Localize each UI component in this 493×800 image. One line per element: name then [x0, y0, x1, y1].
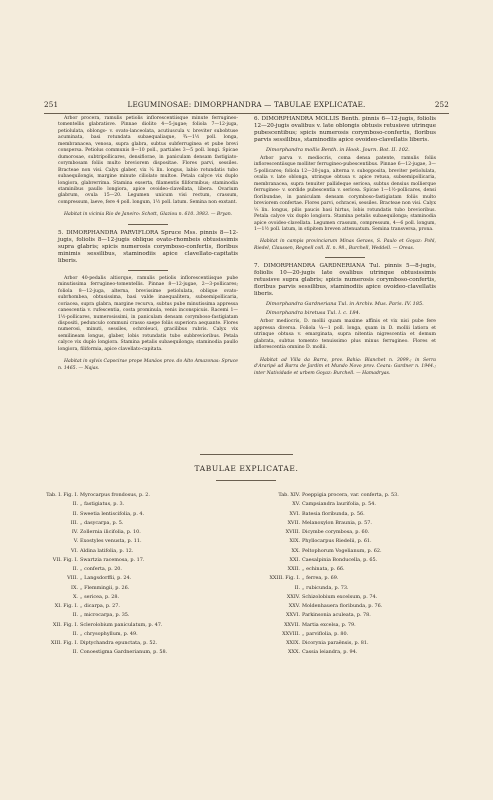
plate-row: II. „ rubicunda, p. 73.	[294, 584, 349, 591]
plate-row: XXIV. Schizolobium excelsum, p. 74.	[286, 593, 378, 600]
page-number-left: 251	[44, 100, 59, 109]
plate-row: XXIX. Dicorynia paraënsis, p. 81.	[286, 640, 369, 646]
habitat-note: Habitat in campis provinciarum Minas Geraes, S. Paulo et Goyaz: Pohl, Riedel, Claussen, Regnell coll. II. n. 98., Burchell, Weddell. — Oreas.	[254, 239, 436, 251]
left-column	[58, 116, 238, 374]
plate-row: IX. „ Flemmingii, p. 26.	[71, 584, 130, 591]
plates-list-left	[44, 491, 167, 658]
running-title: LEGUMINOSAE: DIMORPHANDRA — TABULAE EXPLICATAE.	[127, 100, 366, 109]
habitat-note: Habitat ad Villa da Barra, prov. Bahia: Blanchet n. 3099.; in Serra d'Araripé ad Barra de Jardim et Mundo Novo prov. Ceara: Gardner n. 1944.; inter Natividade et urbem Goyaz: Burchell. — Hamadryas.	[254, 357, 436, 376]
plate-row: XV. Campsiandra laurifolia, p. 54.	[292, 501, 376, 508]
plate-row: X. „ sericea, p. 28.	[72, 593, 120, 600]
species-heading: 5. DIMORPHANDRA PARVIFLORA Spruce Mss. pinnis 8—12-jugis, foliolis 8—12-jugis oblique ovato-rhombeis obtusissimis supra glabris; spicis numerosis corymboso-confertis, floribus minimis sessilibus, staminodiis apice clavellato-capitatis liberis.	[58, 229, 238, 264]
page-number-right: 252	[434, 100, 449, 109]
plate-row: XXVII. Martia excelsa, p. 79.	[284, 621, 356, 628]
species-heading: 7. DIMORPHANDRA GARDNERIANA Tul. pinnis 5—8-jugis, foliolis 10—20-jugis late ovalibus utrinque obtusissimis retusisve supra glabris; spicis numerosis corymboso-confertis, floribus parvis sessilibus, staminodiis apice ovoideo-clavellatis liberis.	[254, 263, 436, 298]
species-description: Arbor parva v. mediocris, coma densa patente, ramulis foliis inflorescentiisque molliter ferrugineo-pubescentibus. Pinnae 6—12-jugae, 3—5-pollicares; foliola 12—20-juga, alterna v. subopposita, breviter petiolulata, ovalia v. late oblonga, utrinque obtusa v. apice retusa, subsemipollicaria, membranacea, supra tenuiter pallideque sericea, subtus densius mollierque ferrugineo- v. sordide pubescentia v. sericea. Spicae 1—1½-pollicares, densi floribundae, in paniculam densam corymboso-fastigiatam foliis multo breviorem confertae. Flores parvi, ochracei, sessiles. Bracteae non visi. Calyx ⅓ lin. longus, pilis paucis basi hirtus, lobis rotundatis tubo brevioribus. Petala calyce vix duplo longiora. Stamina petalis subaequilonga; staminodia apice ovoideo-clavellata. Legumen crassum, compressum, 4—6 poll. longum, 1—1½ poll. latum, in stipitem breven attenuatum. Semina transversa, prona.	[254, 156, 436, 232]
plates-title: TABULAE EXPLICATAE.	[194, 464, 299, 473]
plate-row: Tab. I. Fig. I. Myrocarpus frondosus, p. 2.	[46, 492, 150, 498]
plate-row: XI. Fig. I. „ dicarpa, p. 27.	[54, 603, 120, 609]
synonym: Dimorphandra Gardneriana Tul. in Archiv. Mus. Paris. IV. 185.	[266, 301, 424, 308]
synonym: Dimorphandra biretusa Tul. l. c. 184.	[266, 310, 361, 317]
plates-title-rule	[216, 480, 276, 481]
right-column	[254, 116, 436, 379]
plate-row: XIX. Phyllocarpus Riedelii, p. 61.	[289, 538, 372, 545]
plate-row: II. „ conferta, p. 20.	[72, 566, 122, 572]
plate-row: III. „ dasycarpa, p. 5.	[70, 519, 124, 526]
habitat-note: Habitat in sylvis Capocirae prope Manáos prov. do Alto Amazonas: Spruce n. 1465. — Najas.	[58, 359, 238, 371]
plate-row: VIII. „ Langsdorffii, p. 24.	[67, 575, 132, 582]
plate-row: XVI. Batesia floribunda, p. 56.	[289, 510, 365, 517]
plate-row: VII. Fig. I. Swartzia racemosa, p. 17.	[52, 556, 145, 563]
plate-row: XVII. Melanoxylon Braunia, p. 57.	[287, 519, 372, 526]
habitat-note: Habitat in vicinia Rio de Janeiro: Schott, Glaziou n. 610. 3983. — Bryan.	[64, 212, 233, 218]
plate-row: XXV. Moldenhauera floribunda, p. 76.	[288, 603, 383, 609]
plate-row: II. „ microcarpa, p. 35.	[72, 612, 130, 619]
species-heading: 6. DIMORPHANDRA MOLLIS Benth. pinnis 6—12-jugis, foliolis 12—20-jugis ovalibus v. late oblongis obtusis retusisve utrinque pubescentibus; spicis numerosis corymboso-confertis, floribus parvis sessilibus, staminodiis apice ovoideo-clavellatis liberis.	[254, 116, 436, 143]
section-divider	[325, 257, 365, 258]
plate-row: XII. Fig. I. Sclerolobium paniculatum, p. 47.	[52, 621, 163, 628]
species-description: Arbor procera, ramulis petiolis inflorescentiisque minute ferrugineo-tomentellis glabratisve. Pinnae diolito 4—5-jugae; foliola 7—12-juga, petiolulata, oblongo- v. ovato-lanceolata, acutiuscula v. breviter subobtuse acuminata, basi rotundata subaequaliaque, ¾—1½ poll. longa, membranacea, venosa, supra glabra, subtus subferruginea et pube brevi conspersa. Petiolus communis 8—10 poll., partiales 3—5 poll. longi. Spicae dumorosae, subtripollicares, densiflorae, in paniculam densam fastigiato-corymbosam foliis multo breviorem dispositae. Flores parvi, sessiles. Bracteae non visi. Calyx glaber, vix ¼ lin. longus, labio rotundatis tubo subaequilongis, margine minute ciliolato multoe. Petala calyce vix duplo longiora, glabrerrima. Stamina exserta, filamentis filiformibus; staminodia staminibus paullo longiora, apice ovoideo-clavellata, libera. Ovarium glabrum, ovula 15—20. Legumen unicum visi rectum, crassum, compressum, laeve, fere 4 poll. longum, 1½ poll. latum. Semina non exstant.	[58, 116, 238, 205]
plate-row: VI. Aldina latifolia, p. 12.	[70, 547, 134, 554]
plate-row: XXVIII. „ parviflolia, p. 80.	[282, 630, 349, 637]
plate-row: XIII. Fig. I. Diptychandra epunctata, p. 52.	[50, 640, 158, 646]
plate-row: II. Sweetia lentiscifolia, p. 4.	[72, 510, 145, 517]
plate-row: XX. Peltophorum Vogelianum, p. 62.	[291, 547, 382, 554]
species-description: Arbor mediocris, D. mollii quam maxime affinis et vix nisi pube fere appressa diversa. Foliola ¼—1 poll. longa, quam in D. mollii latiora et utrinque obtusa v. emarginata, supra nitentia nigrescentia et demum glabrata, subtus tomento tenuissimo plus minus ferrugineo. Flores et inflorescentia omnino D. mollii.	[254, 319, 436, 351]
section-divider	[128, 224, 168, 225]
plate-row: XXVI. Parkinsonia aculeata, p. 78.	[286, 612, 371, 619]
header-rule	[44, 113, 449, 114]
plate-row: V. Exostyles venusta, p. 11.	[73, 538, 142, 545]
synonym: Dimorphandra mollis Benth. in Hook. Journ. Bot. II. 102.	[266, 147, 410, 153]
plate-row: XXI. Caesalpinia Bonducella, p. 65.	[289, 556, 378, 563]
section-divider	[128, 270, 168, 271]
plate-row: XXII. „ echinata, p. 66.	[287, 566, 345, 572]
plate-row: XXIII. Fig. I. „ ferrea, p. 69.	[269, 575, 339, 582]
running-header	[44, 100, 449, 112]
plate-row: IV. Zollernia ilicifolia, p. 10.	[71, 529, 141, 535]
plate-row: XVIII. Dicymbe corymbosa, p. 60.	[285, 529, 370, 535]
plate-row: XXX. Cassia leiandra, p. 94.	[288, 649, 358, 656]
plate-row: II. „ fastigiatus, p. 3.	[72, 501, 125, 508]
section-rule	[200, 454, 293, 455]
plate-row: II. „ chrysophyllum, p. 49.	[72, 630, 138, 637]
plate-row: II. Conoestigma Gardnerianum, p. 58.	[72, 649, 168, 656]
plate-row: Tab. XIV. Poeppigia procera, var. conferta, p. 53.	[278, 492, 399, 498]
plates-list-right	[250, 491, 399, 658]
species-description: Arbor 40-pedalis altiorque, ramulis petiolis inflorescentiisque pube minutissima ferrugineo-tomentellis. Pinnae 8—12-jugae, 2—3-pollicares; foliola 8—12-juga, alterna, brevissime petiolulata, oblique ovato-subrhombea, obtusissima, basi valde inaequalitera, subsemipollicaria, coriacea, supra glabra, margine recurva, subtus pube minutissima appressa canescentia v. rufescentia, costa prominula, venis inconspicuis. Racemi 1—1½-pollicares, numerosissimi, in paniculam densam corymboso-fastigiatam dispositi, pedunculo communi crasso saepe foliis superiora aequante. Flores numerosi, minuti, sessiles, ochroleuci, gracilibus rubris. Calyx vix semilineam longus, glaber, lobis rotundatis tubo subbrevioribus. Petala calyce vix duplo longiora. Stamina petalis subaequilonga; staminodia paullo longiora, filiformia, apice clavellato-capitata.	[58, 275, 238, 352]
